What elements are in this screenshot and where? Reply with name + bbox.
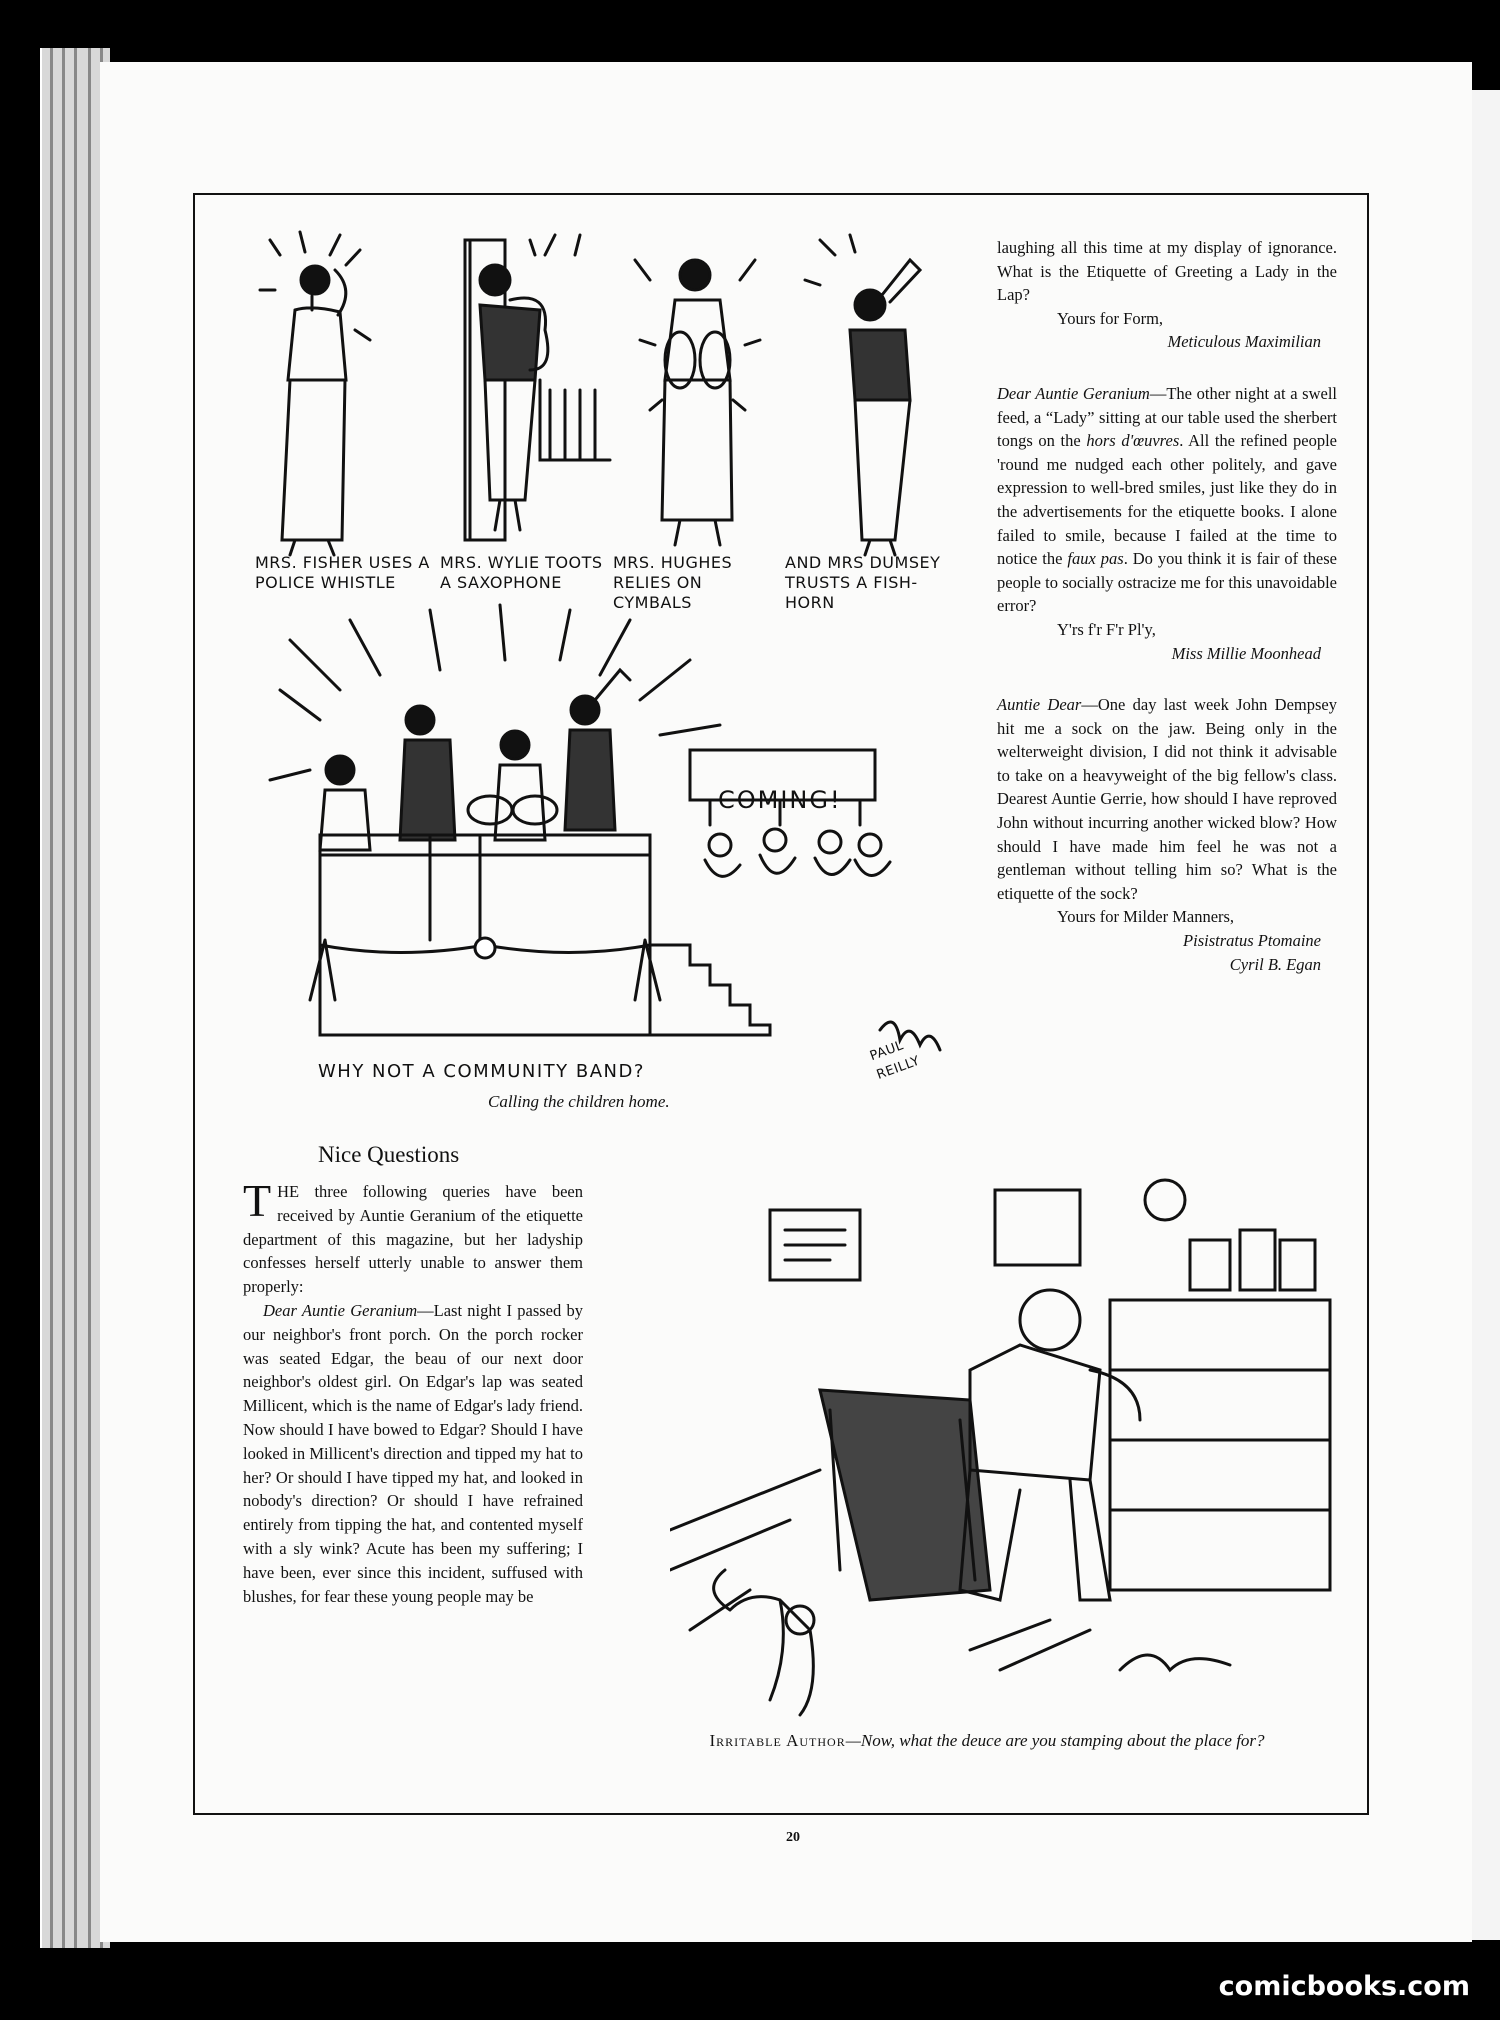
cartoon-community-band	[250, 600, 970, 1065]
woman-saxophone	[465, 235, 610, 540]
letter-salute: Auntie Dear	[997, 695, 1082, 715]
letter-moonhead	[997, 382, 1337, 665]
coming-sign-text: COMING!	[718, 786, 842, 814]
letter-text: Dear Auntie Geranium—The other night at a swell feed, a “Lady” sitting at our table used the sherbert tongs on the hors d'œuvres. All the refined people 'round me nudged each other politely, and gave expression to well-bred smiles, just like they do in the advertisements for the etiquette books. I alone failed to smile, because I failed at the time to notice the faux pas. Do you think it is fair of these people to socially ostracize me for this unavoidable error?	[997, 383, 1337, 616]
article-author: Cyril B. Egan	[1229, 954, 1321, 974]
letter-edgar: Dear Auntie Geranium—Last night I passed by our neighbor's front porch. On the porch rocker was seated Edgar, the beau of our next door neighbor's oldest girl. On Edgar's lap was seated Millicent, which is the name of Edgar's lady friend. Now should I have bowed to Edgar? Should I have looked in Millicent's direction and tipped my hat to her? Or should I have tipped my hat, and looked in nobody's direction? Or should I have refrained entirely from tipping the hat, and contented myself with a sly wink? Acute has been my suffering; I have been, ever since this incident, suffused with blushes, for fear these young people may be	[243, 1300, 583, 1606]
left-column	[243, 1175, 583, 1608]
watermark-text: comicbooks.com	[1218, 1971, 1470, 2002]
letter-maximilian-end	[997, 236, 1337, 354]
caption-mrs-wylie: MRS. WYLIE TOOTS A SAXOPHONE	[440, 553, 603, 592]
caption-speaker: Irritable Author	[709, 1731, 846, 1750]
woman-police-whistle	[260, 232, 370, 555]
letter-salute: Dear Auntie Geranium	[263, 1300, 418, 1320]
right-column	[997, 236, 1337, 1004]
page-number: 20	[786, 1830, 800, 1845]
adjacent-page-edge	[1468, 90, 1500, 1940]
woman-cymbals	[635, 260, 760, 545]
letter-signoff: Yours for Milder Manners,	[1057, 907, 1235, 927]
author-cartoon-caption	[652, 1730, 1322, 1752]
caption-mrs-hughes: MRS. HUGHES RELIES ON CYMBALS	[613, 553, 733, 612]
cartoon-irritable-author	[670, 1170, 1350, 1720]
drop-cap: T	[243, 1175, 272, 1226]
letter-text: laughing all this time at my display of ignorance. What is the Etiquette of Greeting a Lady in the Lap?	[997, 238, 1337, 305]
band-caption: WHY NOT A COMMUNITY BAND?	[318, 1061, 645, 1082]
letter-signature: Pisistratus Ptomaine	[1183, 931, 1321, 951]
cartoon-four-women	[250, 230, 950, 560]
artist-signature: PAUL REILLY	[867, 1038, 923, 1083]
caption-mrs-dumsey: AND MRS DUMSEY TRUSTS A FISH-HORN	[785, 553, 941, 612]
letter-signature: Miss Millie Moonhead	[1171, 643, 1321, 663]
article-intro: THE three following queries have been received by Auntie Geranium of the etiquette department of this magazine, but her ladyship confesses herself utterly unable to answer them properly:	[243, 1175, 583, 1297]
article-title: Nice Questions	[318, 1142, 460, 1167]
woman-fish-horn	[805, 235, 920, 555]
letter-signoff: Yours for Form,	[1057, 308, 1164, 328]
letter-signature: Meticulous Maximilian	[1167, 332, 1321, 352]
caption-text: —Now, what the deuce are you stamping about the place for?	[845, 1731, 1265, 1750]
letter-salute: Dear Auntie Geranium	[997, 383, 1150, 403]
caption-mrs-fisher: MRS. FISHER USES A POLICE WHISTLE	[255, 553, 430, 592]
band-subtitle: Calling the children home.	[488, 1092, 670, 1111]
letter-signoff: Y'rs f'r F'r Pl'y,	[1057, 619, 1156, 639]
letter-ptomaine	[997, 693, 1337, 976]
letter-text: Auntie Dear—One day last week John Dempsey hit me a sock on the jaw. Being only in the welterweight division, I did not think it advisable to take on a heavyweight of the big fellow's class. Dearest Auntie Gerrie, how should I have reproved John without incurring another wicked blow? How should I have made him feel he was not a gentleman without telling him so? What is the etiquette of the sock?	[997, 695, 1337, 903]
